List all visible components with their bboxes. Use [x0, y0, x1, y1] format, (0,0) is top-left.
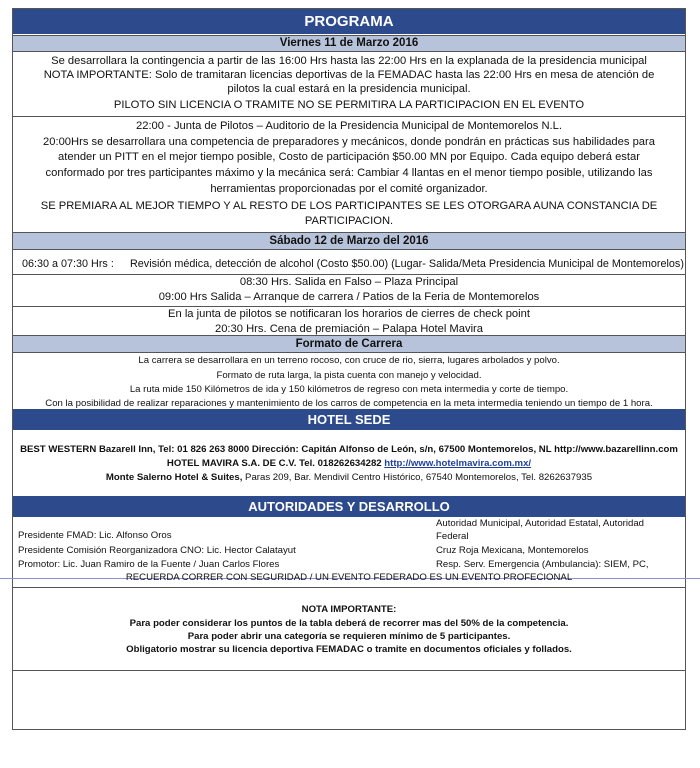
friday-competition-3: conformado por tres participantes máximo y la mecánica será: Cambiar 4 llantas en el menor tiempo posible, utilizando las [45, 167, 653, 179]
friday-date-bar: Viernes 11 de Marzo 2016 [13, 35, 685, 52]
autoridad-left-1: Presidente FMAD: Lic. Alfonso Oros [18, 530, 172, 541]
friday-competition-2: atender un PITT en el mejor tiempo posible, Costo de participación $50.00 MN por Equipo. Cada equipo deberá estar [58, 151, 640, 163]
nota-line-2: Para poder abrir una categoría se requieren mínimo de 5 participantes. [187, 631, 511, 642]
autoridad-right-1: Autoridad Municipal, Autoridad Estatal, Autoridad [436, 518, 644, 529]
saturday-first-time: 06:30 a 07:30 Hrs : [22, 258, 114, 270]
hotel-monte-salerno-name: Monte Salerno Hotel & Suites, [105, 472, 243, 483]
saturday-line-3: En la junta de pilotos se notificaran los horarios de cierres de check point [168, 308, 530, 320]
nota-line-3: Obligatorio mostrar su licencia deportiva FEMADAC o tramite en documentos oficiales y follados. [126, 644, 572, 655]
friday-junta: 22:00 - Junta de Pilotos – Auditorio de la Presidencia Municipal de Montemorelos N.L. [136, 120, 562, 132]
formato-line-3: La ruta mide 150 Kilómetros de ida y 150 kilómetros de regreso con meta intermedia y corte de tiempo. [129, 384, 569, 395]
friday-prize-2: PARTICIPACION. [304, 215, 394, 227]
hotel-monte-salerno-details: Paras 209, Bar. Mendivil Centro Histórico, 67540 Montemorelos, Tel. 8262637935 [242, 472, 593, 483]
divider [13, 670, 685, 671]
saturday-date-bar: Sábado 12 de Marzo del 2016 [13, 232, 685, 250]
divider [13, 306, 685, 307]
autoridad-right-3: Cruz Roja Mexicana, Montemorelos [436, 545, 589, 556]
saturday-line-1: 08:30 Hrs. Salida en Falso – Plaza Principal [239, 276, 459, 288]
hotel-mavira-link[interactable]: http://www.hotelmavira.com.mx/ [384, 458, 532, 469]
formato-line-2: Formato de ruta larga, la pista cuenta con manejo y velocidad. [216, 370, 482, 381]
nota-title: NOTA IMPORTANTE: [301, 604, 397, 615]
hotel-monte-salerno [13, 471, 685, 484]
autoridades-header: AUTORIDADES Y DESARROLLO [13, 496, 685, 517]
divider [13, 116, 685, 117]
autoridad-left-2: Presidente Comisión Reorganizadora CNO: Lic. Hector Calatayut [18, 545, 296, 556]
hotel-header: HOTEL SEDE [13, 409, 685, 430]
divider [13, 274, 685, 275]
friday-line-1: Se desarrollara la contingencia a partir de las 16:00 Hrs hasta las 22:00 Hrs en la explanada de la presidencia municipal [51, 55, 647, 67]
formato-bar: Formato de Carrera [13, 335, 685, 353]
friday-prize-1: SE PREMIARA AL MEJOR TIEMPO Y AL RESTO DE LOS PARTICIPANTES SE LES OTORGARA AUNA CONSTANCIA DE [40, 200, 658, 212]
friday-warning: PILOTO SIN LICENCIA O TRAMITE NO SE PERMITIRA LA PARTICIPACION EN EL EVENTO [113, 99, 585, 111]
formato-line-1: La carrera se desarrollara en un terreno rocoso, con cruce de rio, sierra, lugares arbolados y polvo. [138, 355, 560, 366]
friday-line-3: pilotos la cual estará en la presidencia municipal. [227, 83, 471, 95]
hotel-mavira [13, 457, 685, 470]
hotel-mavira-text: HOTEL MAVIRA S.A. DE C.V. Tel. 018262634282 [166, 458, 382, 469]
friday-line-2: NOTA IMPORTANTE: Solo de tramitaran licencias deportivas de la FEMADAC hasta las 22:00 Hrs en mesa de atención de [43, 69, 655, 81]
hotel-best-western: BEST WESTERN Bazarell Inn, Tel: 01 826 263 8000 Dirección: Capitán Alfonso de León, s/n, 67500 Montemorelos, NL http://www.bazarellinn.com [20, 444, 678, 455]
nota-line-1: Para poder considerar los puntos de la tabla deberá de recorrer mas del 50% de la competencia. [129, 618, 569, 629]
programa-header: PROGRAMA [13, 9, 685, 34]
autoridad-right-4: Resp. Serv. Emergencia (Ambulancia): SIEM, PC, [436, 559, 649, 570]
divider [13, 587, 685, 588]
formato-line-4: Con la posibilidad de realizar reparaciones y mantenimiento de los carros de competencia en la meta intermedia teniendo un tiempo de 1 hora. [45, 398, 653, 409]
autoridad-left-3: Promotor: Lic. Juan Ramiro de la Fuente / Juan Carlos Flores [18, 559, 280, 570]
saturday-line-2: 09:00 Hrs Salida – Arranque de carrera / Patios de la Feria de Montemorelos [158, 291, 540, 303]
motto: RECUERDA CORRER CON SEGURIDAD / UN EVENTO FEDERADO ES UN EVENTO PROFECIONAL [125, 572, 573, 583]
friday-competition-4: herramientas proporcionadas por el comité organizador. [210, 183, 488, 195]
autoridad-right-2: Federal [436, 531, 469, 542]
saturday-line-4: 20:30 Hrs. Cena de premiación – Palapa Hotel Mavira [214, 323, 484, 335]
saturday-first-text: Revisión médica, detección de alcohol (Costo $50.00) (Lugar- Salida/Meta Presidencia Municipal de Montemorelos) [130, 258, 684, 270]
friday-competition-1: 20:00Hrs se desarrollara una competencia de preparadores y mecánicos, donde pondrán en prácticas sus habilidades para [43, 136, 655, 148]
